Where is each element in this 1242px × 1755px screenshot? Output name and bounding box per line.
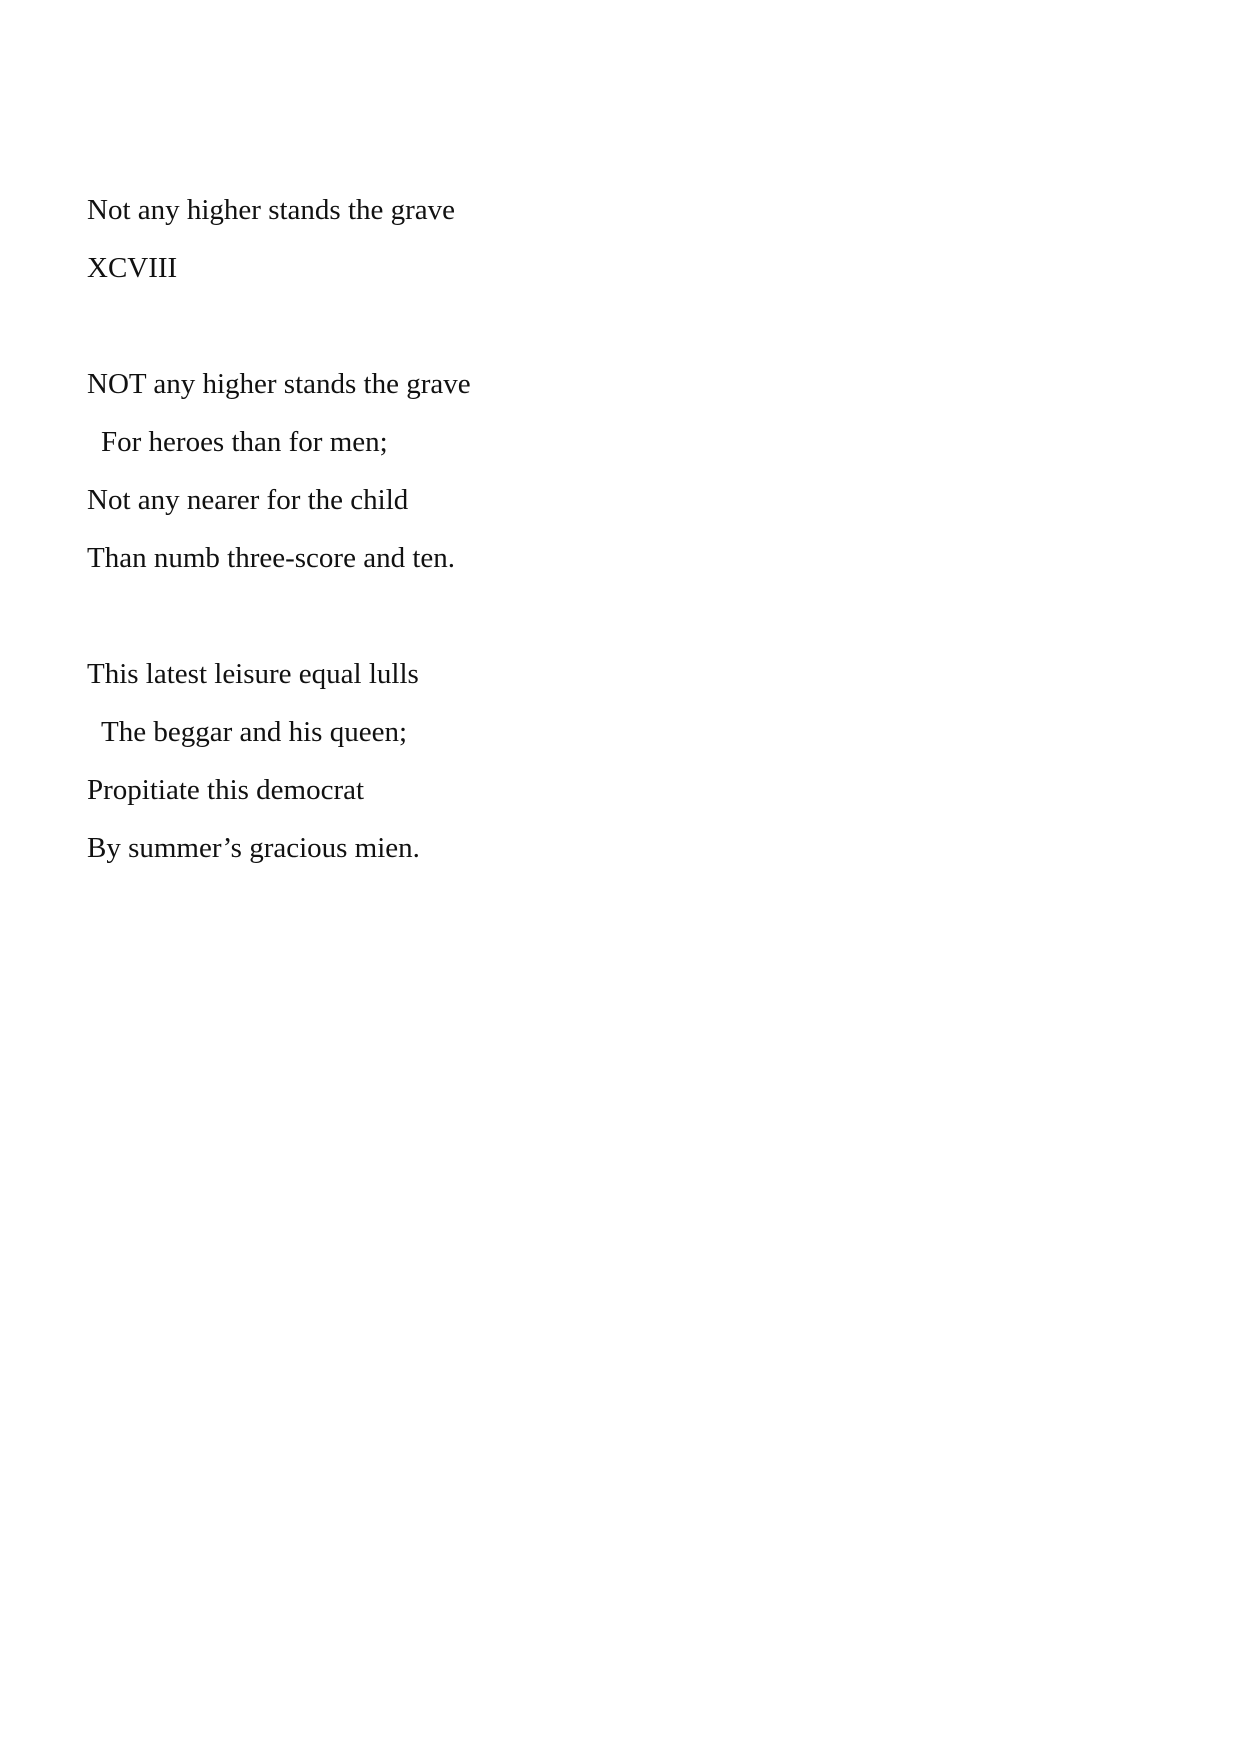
poem-numeral: XCVIII [87,252,178,284]
stanza-line: NOT any higher stands the grave [87,368,471,400]
stanza-line: This latest leisure equal lulls [87,658,419,690]
stanza-line: The beggar and his queen; [101,716,408,748]
poem-title: Not any higher stands the grave [87,194,456,226]
stanza-line: For heroes than for men; [101,426,388,458]
stanza-line: Not any nearer for the child [87,484,409,516]
stanza-line: By summer’s gracious mien. [87,832,420,864]
stanza-line: Propitiate this democrat [87,774,365,806]
stanza-line: Than numb three-score and ten. [87,542,455,574]
